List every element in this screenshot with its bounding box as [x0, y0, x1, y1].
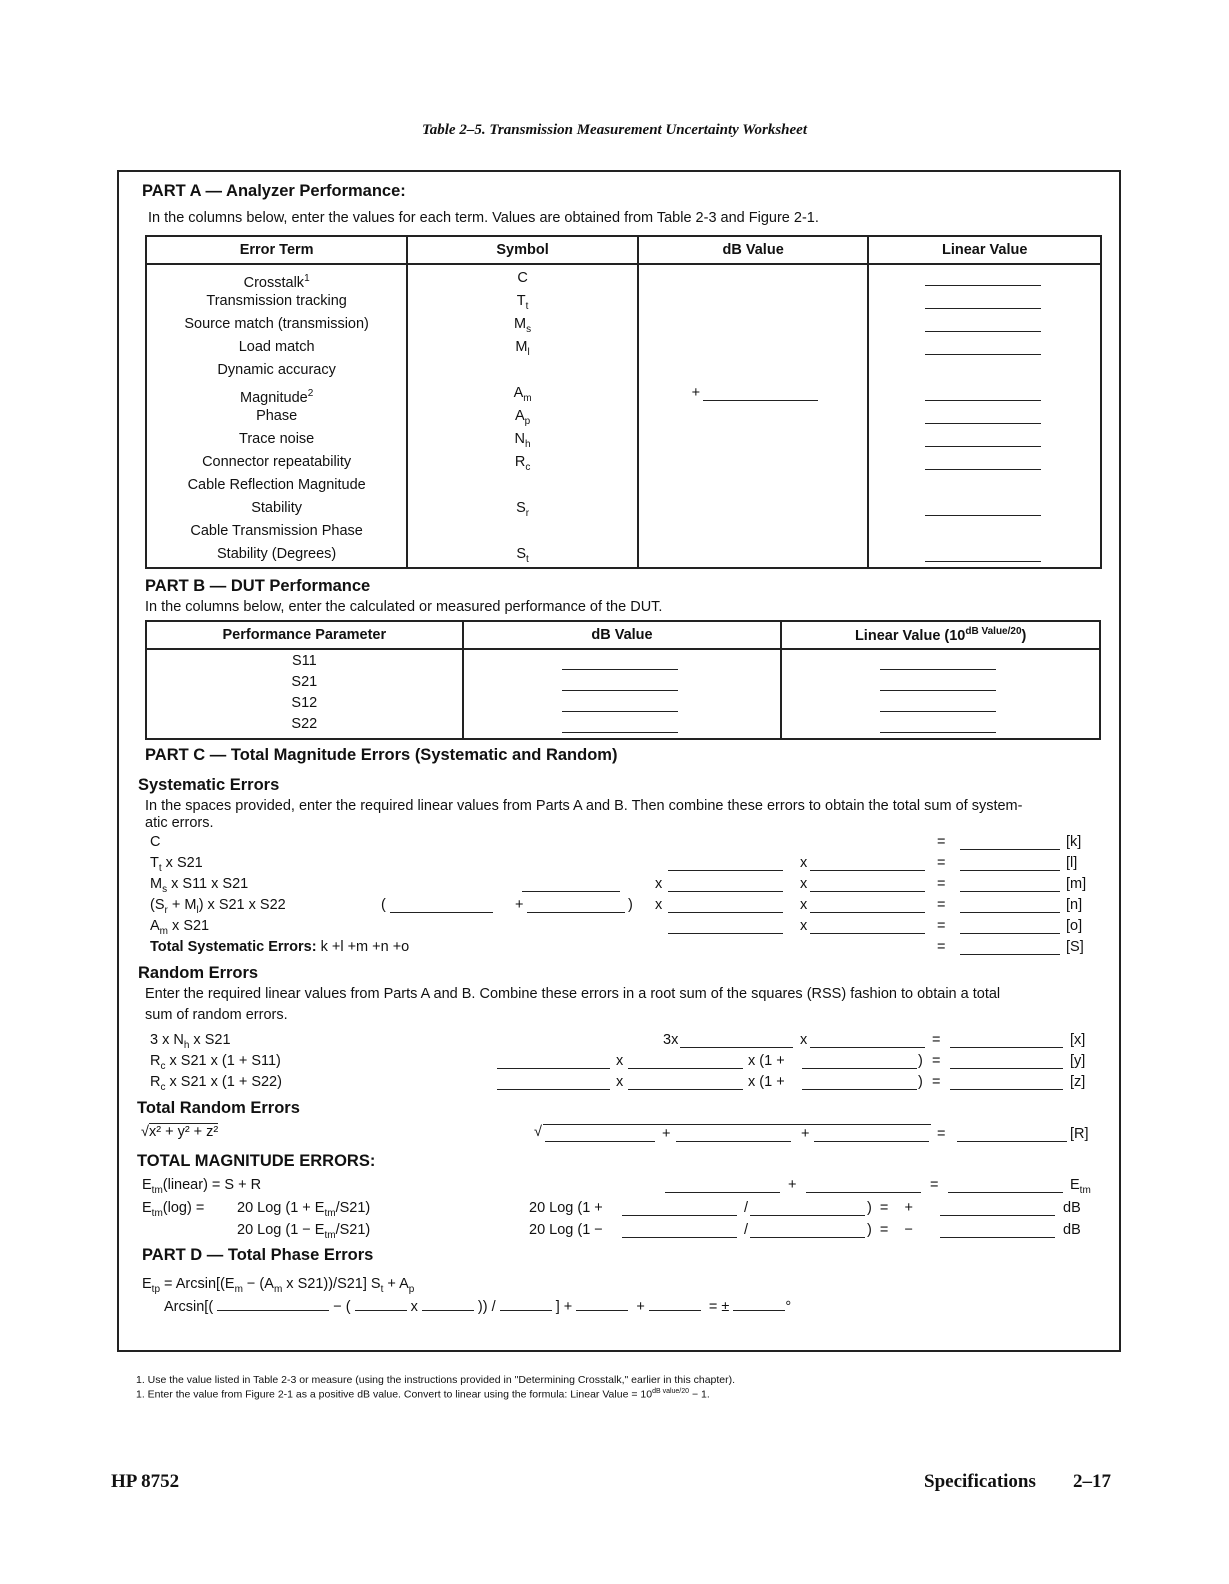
error-term-row: Dynamic accuracy [217, 362, 336, 378]
col-performance-parameter: Performance Parameter [146, 621, 463, 649]
symbol-cell: $M_l$ [515, 339, 530, 358]
error-term-row: Cable Transmission Phase [190, 523, 363, 539]
n-blank[interactable] [960, 912, 1060, 913]
sys-row-c-label: C [150, 834, 161, 850]
random-intro-line1: Enter the required linear values from Parts A and B. Combine these errors in a root sum of the squares (RSS) fashion to obtain a total [145, 986, 1001, 1002]
col-dut-linear-value: Linear Value $(10^{dB Value/20})$ [781, 621, 1100, 649]
footer-section-title: Specifications [924, 1471, 1036, 1492]
part-a-heading: PART A — Analyzer Performance: [142, 182, 406, 200]
linear-value-blank[interactable] [925, 423, 1041, 424]
parameter-s21: S21 [291, 674, 318, 690]
part-b-heading: PART B — DUT Performance [145, 577, 371, 595]
s-label: [S] [1066, 939, 1084, 955]
r-blank[interactable] [957, 1141, 1067, 1142]
l-label: [l] [1066, 855, 1078, 871]
sys-row-ms-label: $M_s$ x S11 x S21 [150, 876, 249, 895]
z-label: [z] [1070, 1074, 1086, 1090]
y-blank[interactable] [950, 1068, 1063, 1069]
sys-row-t-label: $T_t$ x S21 [150, 855, 203, 874]
sys-row-sr-label: $(S_r + M_l)$ x S21 x S22 [150, 897, 286, 916]
parameter-s22: S22 [291, 716, 318, 732]
phase-error-formula: $E_{tp} = Arcsin[(E_m - (A_m$ x S21))/S21] $S_t + A_p$ [142, 1276, 415, 1295]
symbol-cell: $S_r$ [516, 500, 530, 519]
part-a-table [145, 235, 1102, 569]
etm-linear-formula: $E_{tm}(linear) = S + R$ [142, 1177, 262, 1196]
linear-value-blank[interactable] [925, 308, 1041, 309]
y-label: [y] [1070, 1053, 1086, 1069]
error-term-row: Trace noise [239, 431, 315, 447]
dut-linear-blank[interactable] [880, 690, 996, 691]
total-random-heading: Total Random Errors [137, 1099, 300, 1117]
dut-db-blank[interactable] [562, 732, 678, 733]
linear-value-blank[interactable] [925, 561, 1041, 562]
x-blank[interactable] [950, 1047, 1063, 1048]
m-blank[interactable] [960, 891, 1060, 892]
symbol-cell [408, 520, 637, 543]
o-blank[interactable] [960, 933, 1060, 934]
s-blank[interactable] [960, 954, 1060, 955]
log-minus-blank[interactable] [940, 1237, 1055, 1238]
footer-left: HP 8752 [111, 1471, 180, 1492]
symbol-cell: $A_p$ [514, 408, 531, 427]
dut-linear-blank[interactable] [880, 711, 996, 712]
z-blank[interactable] [950, 1089, 1063, 1090]
rss-formula: √x² + y² + z² [141, 1124, 219, 1140]
symbol-cell: $M_s$ [514, 316, 532, 335]
n-label: [n] [1066, 897, 1083, 913]
error-term-row: Cable Reflection Magnitude [187, 477, 366, 493]
symbol-cell: $S_t$ [516, 546, 529, 565]
symbol-cell: $R_c$ [514, 454, 531, 473]
etm-blank[interactable] [948, 1192, 1063, 1193]
r-label: [R] [1070, 1126, 1089, 1142]
k-label: [k] [1066, 834, 1082, 850]
log-plus-blank[interactable] [940, 1215, 1055, 1216]
total-systematic-label: Total Systematic Errors: k +l +m +n +o [150, 939, 410, 955]
dut-db-blank[interactable] [562, 669, 678, 670]
parameter-s11: S11 [291, 653, 317, 669]
col-db-value: dB Value [638, 236, 869, 264]
symbol-cell [408, 474, 637, 497]
log-minus-formula: 20 Log $(1 - E_{tm}/S21)$ [237, 1222, 371, 1241]
linear-value-blank[interactable] [925, 285, 1041, 286]
part-c-heading: PART C — Total Magnitude Errors (Systematic and Random) [145, 746, 618, 764]
linear-value-blank[interactable] [925, 446, 1041, 447]
symbol-cell: $T_t$ [516, 293, 529, 312]
total-magnitude-heading: TOTAL MAGNITUDE ERRORS: [137, 1152, 376, 1170]
footnote-2: 1. Enter the value from Figure 2-1 as a positive dB value. Convert to linear using the formula: Linear Value = $10^{dB value/20} - 1$. [136, 1388, 710, 1401]
col-symbol: Symbol [407, 236, 638, 264]
error-term-row: Transmission tracking [206, 293, 347, 309]
error-term-row: Stability (Degrees) [217, 546, 337, 562]
systematic-errors-heading: Systematic Errors [138, 776, 280, 794]
footnote-1: 1. Use the value listed in Table 2-3 or measure (using the instructions provided in "Determining Crosstalk," earlier in this chapter). [136, 1374, 736, 1386]
symbol-cell: C [517, 270, 528, 286]
symbol-cell: $N_h$ [514, 431, 531, 450]
dut-linear-blank[interactable] [880, 732, 996, 733]
col-dut-db-value: dB Value [463, 621, 782, 649]
etm-log-label: $E_{tm}(\log)$ = [142, 1200, 205, 1219]
col-error-term: Error Term [146, 236, 407, 264]
part-d-heading: PART D — Total Phase Errors [142, 1246, 374, 1264]
o-label: [o] [1066, 918, 1083, 934]
error-term-row: Magnitude$^2$ [239, 388, 314, 406]
random-intro-line2: sum of random errors. [145, 1007, 288, 1023]
linear-value-blank[interactable] [925, 515, 1041, 516]
l-blank[interactable] [960, 870, 1060, 871]
random-row-rc2-label: $R_c$ x S21 x (1 + S22) [150, 1074, 282, 1093]
linear-value-blank[interactable] [925, 331, 1041, 332]
error-term-row: Source match (transmission) [184, 316, 369, 332]
error-term-row: Load match [238, 339, 315, 355]
error-term-row: Stability [251, 500, 303, 516]
error-term-row: Phase [256, 408, 298, 424]
random-row-rc1-label: $R_c$ x S21 x (1 + S11) [150, 1053, 281, 1072]
x-label: [x] [1070, 1032, 1086, 1048]
m-label: [m] [1066, 876, 1087, 892]
random-errors-heading: Random Errors [138, 964, 259, 982]
three-x-label: 3x [663, 1032, 679, 1048]
k-blank[interactable] [960, 849, 1060, 850]
dut-linear-blank[interactable] [880, 669, 996, 670]
part-b-table [145, 620, 1101, 740]
dut-db-blank[interactable] [562, 711, 678, 712]
linear-value-blank[interactable] [925, 354, 1041, 355]
footer-page-number: 2–17 [1073, 1471, 1111, 1492]
linear-value-blank[interactable] [925, 469, 1041, 470]
systematic-intro-line2: atic errors. [145, 815, 214, 831]
col-linear-value: Linear Value [868, 236, 1101, 264]
etm-result-label: $E_{tm}$ [1070, 1177, 1091, 1196]
random-row-nh-label: 3 x $N_h$ x S21 [150, 1032, 231, 1051]
magnitude-db-prefix: + [691, 385, 701, 401]
error-term-row: Crosstalk$^1$ [243, 273, 310, 291]
linear-value-blank[interactable] [925, 400, 1041, 401]
parameter-s12: S12 [291, 695, 318, 711]
error-term-row: Connector repeatability [202, 454, 352, 470]
phase-arcsin-line: Arcsin[( − ( x )) / ] + + = ± ° [164, 1296, 791, 1315]
phase-result-blank[interactable] [733, 1296, 785, 1311]
symbol-cell [408, 359, 637, 382]
dut-db-blank[interactable] [562, 690, 678, 691]
log-plus-formula: 20 Log $(1 + E_{tm}/S21)$ [237, 1200, 371, 1219]
table-caption: Table 2–5. Transmission Measurement Uncertainty Worksheet [421, 122, 808, 138]
part-b-intro: In the columns below, enter the calculated or measured performance of the DUT. [145, 599, 663, 615]
symbol-cell: $A_m$ [513, 385, 532, 404]
part-a-intro: In the columns below, enter the values for each term. Values are obtained from Table 2-3 and Figure 2-1. [148, 210, 819, 226]
sys-row-am-label: $A_m$ x S21 [150, 918, 210, 937]
magnitude-db-blank[interactable] [703, 400, 818, 401]
systematic-intro-line1: In the spaces provided, enter the required linear values from Parts A and B. Then combine these errors to obtain the total sum of system- [145, 798, 1023, 814]
